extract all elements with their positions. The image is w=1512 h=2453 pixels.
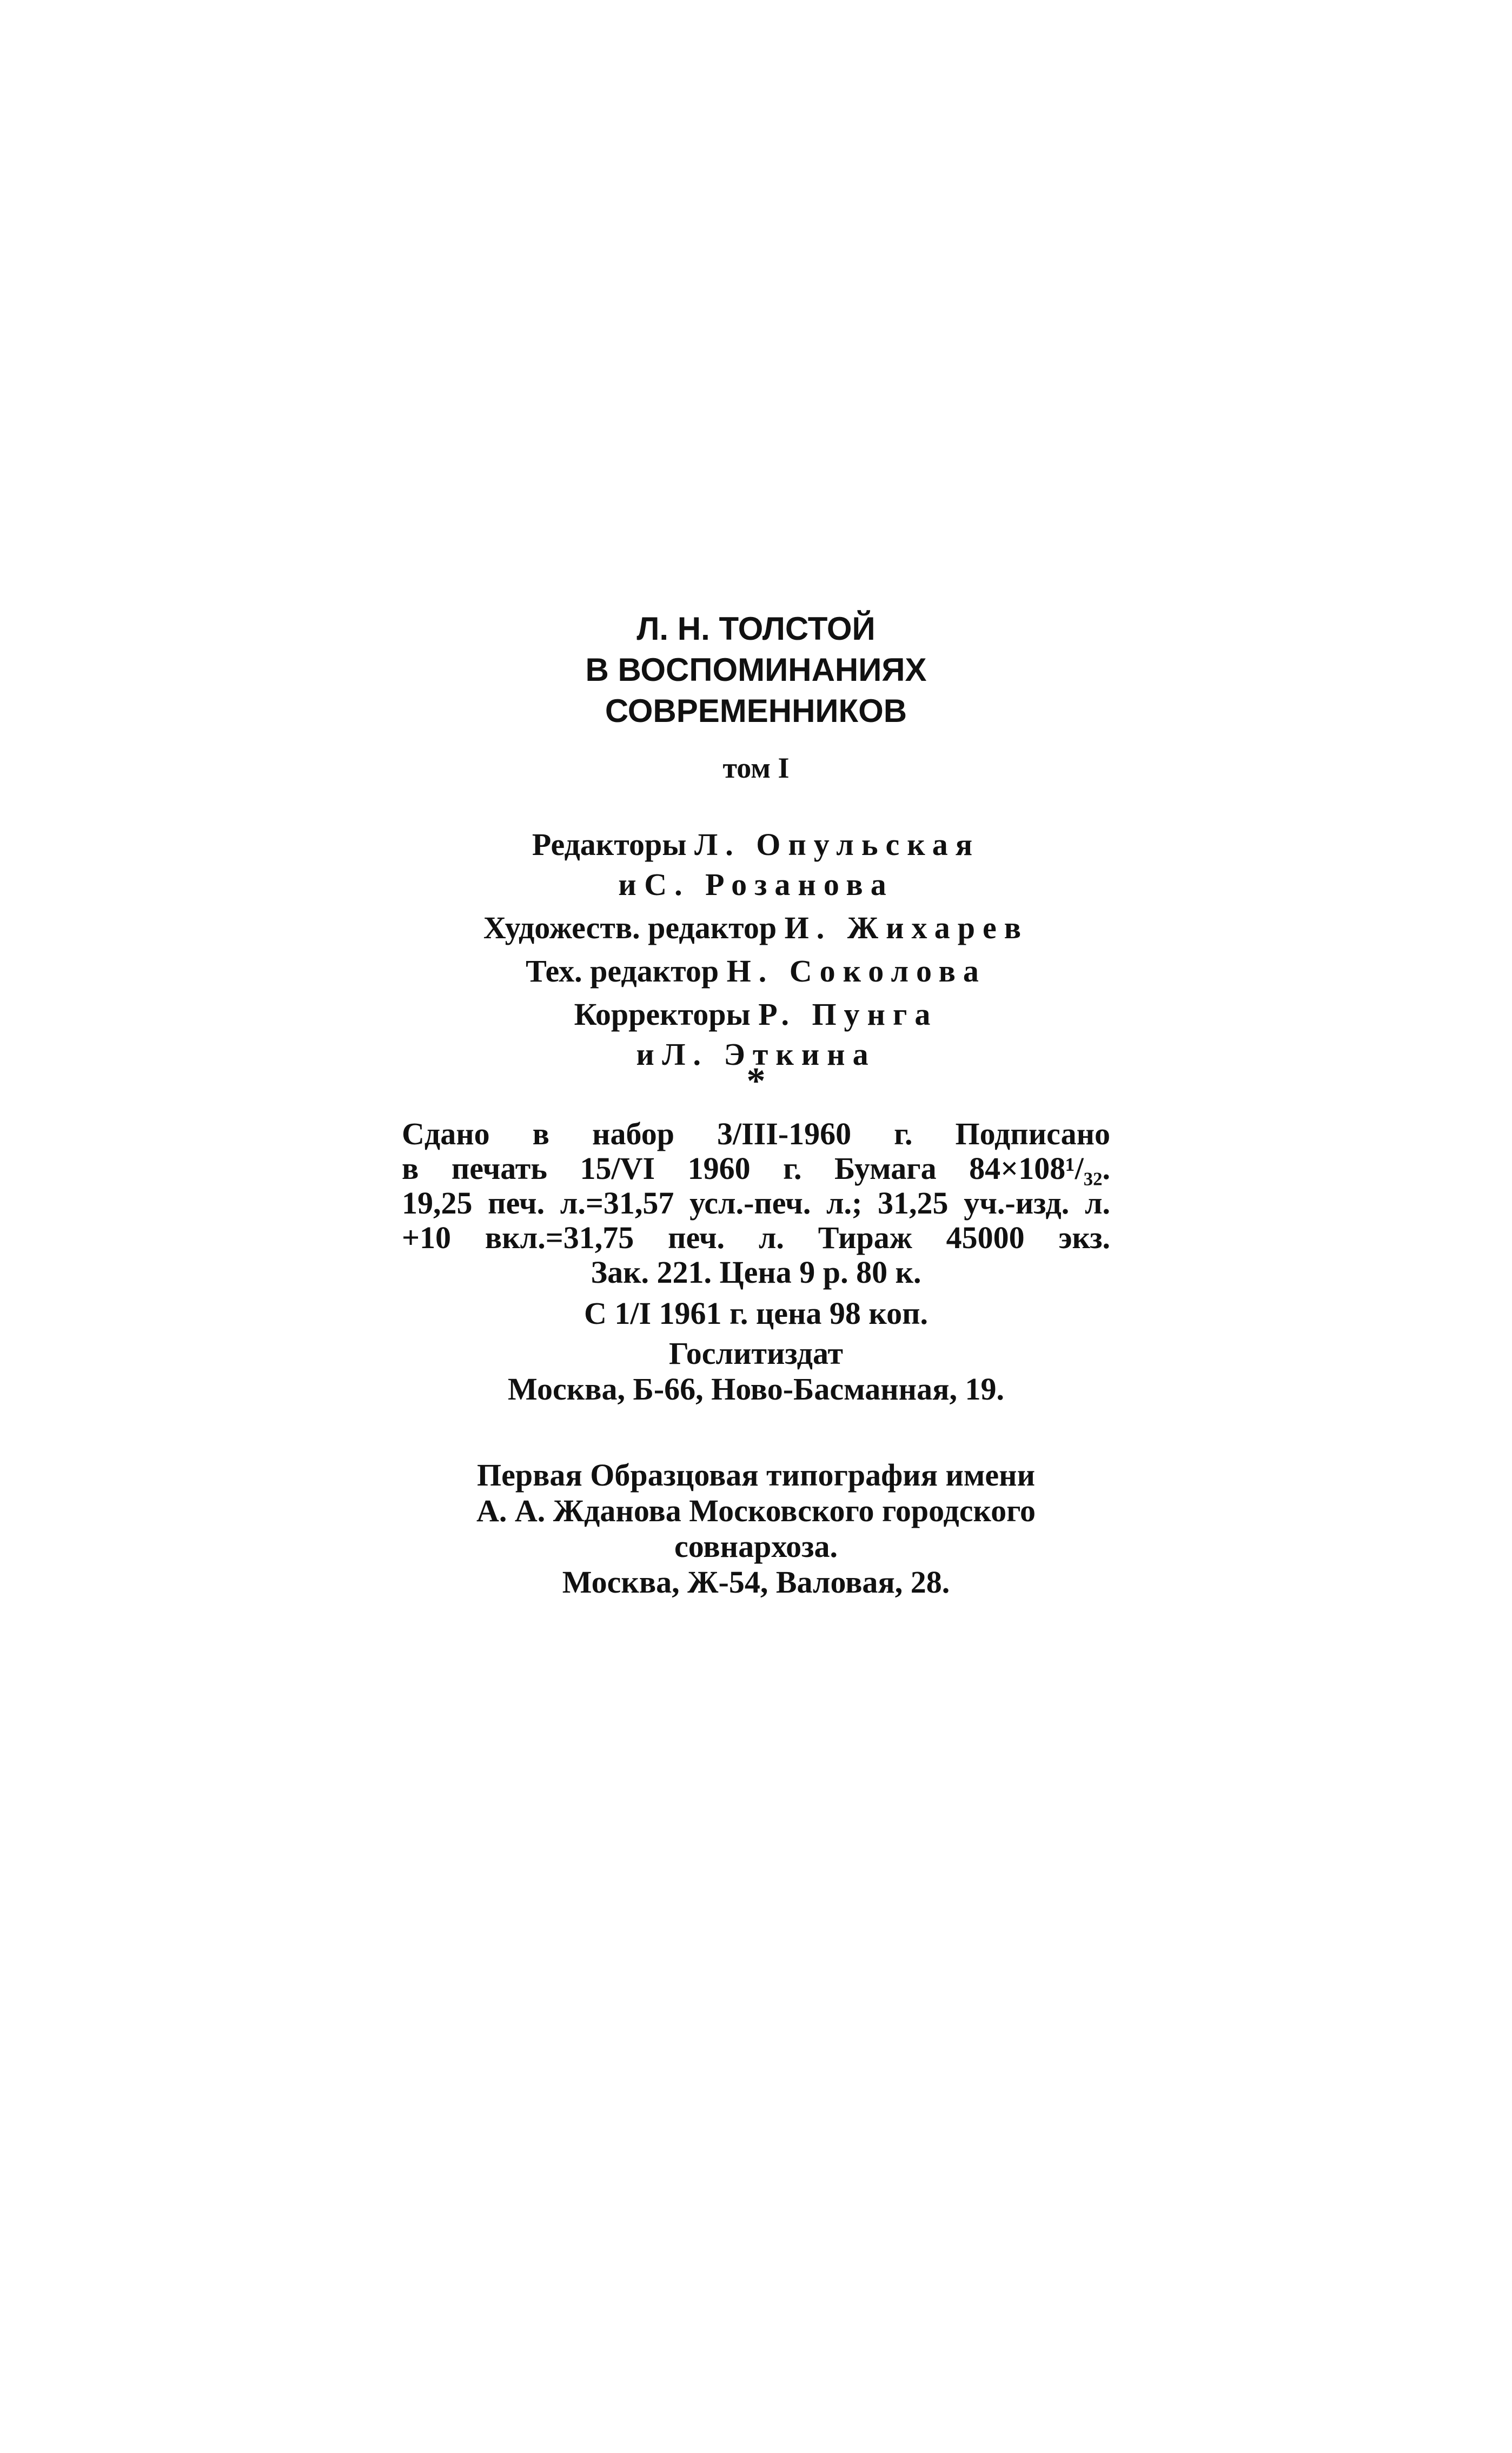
imprint-line-4: +10 вкл.=31,75 печ. л. Тираж 45000 экз. <box>402 1220 1110 1255</box>
editor-1: Л. Опульская <box>694 827 980 862</box>
tech-editor-line <box>0 951 1512 991</box>
publisher <box>0 1336 1512 1407</box>
imprint-details <box>0 1117 1512 1331</box>
imprint-line-3: 19,25 печ. л.=31,57 усл.-печ. л.; 31,25 уч.-изд. л. <box>402 1185 1110 1221</box>
editor-2-line <box>0 865 1512 905</box>
volume-number: том I <box>722 752 790 784</box>
correctors-line <box>0 995 1512 1035</box>
separator-asterisk: * <box>746 1060 766 1102</box>
imprint-new-price: С 1/I 1961 г. цена 98 коп. <box>583 1296 929 1331</box>
tech-editor: Н. Соколова <box>726 953 986 989</box>
imprint-line-2: в печать 15/VI 1960 г. Бумага 84×108¹/₃₂. <box>402 1151 1110 1186</box>
correctors-label: Корректоры <box>574 997 751 1032</box>
imprint-order-price: Зак. 221. Цена 9 р. 80 к. <box>591 1255 921 1290</box>
art-editor: И. Жихарев <box>784 910 1029 945</box>
tech-editor-label: Тех. редактор <box>526 953 719 989</box>
corrector-2-prefix: и <box>636 1037 654 1072</box>
art-editor-label: Художеств. редактор <box>483 910 777 945</box>
title-line-2: В ВОСПОМИНАНИЯХ <box>585 652 927 688</box>
printer-address: Москва, Ж-54, Валовая, 28. <box>562 1564 950 1600</box>
editors-line <box>0 825 1512 865</box>
editor-2-prefix: и <box>618 867 636 902</box>
credits <box>0 825 1512 1075</box>
imprint-line-1: Сдано в набор 3/III-1960 г. Подписано <box>402 1116 1110 1151</box>
publisher-address: Москва, Б-66, Ново-Басманная, 19. <box>508 1371 1004 1407</box>
corrector-1: Р. Пунга <box>758 997 938 1032</box>
publisher-name: Гослитиздат <box>668 1336 843 1371</box>
editor-2: С. Розанова <box>644 867 894 902</box>
editors-label: Редакторы <box>532 827 687 862</box>
corrector-2: Л. Эткина <box>662 1037 876 1072</box>
art-editor-line <box>0 908 1512 948</box>
printing-house <box>0 1457 1512 1600</box>
printer-line-3: совнархоза. <box>674 1529 838 1564</box>
title-line-author: Л. Н. ТОЛСТОЙ <box>636 611 876 647</box>
printer-line-1: Первая Образцовая типография имени <box>476 1457 1036 1493</box>
title-line-3: СОВРЕМЕННИКОВ <box>605 693 907 729</box>
book-title <box>0 608 1512 732</box>
printer-line-2: А. А. Жданова Московского городского <box>476 1493 1036 1528</box>
